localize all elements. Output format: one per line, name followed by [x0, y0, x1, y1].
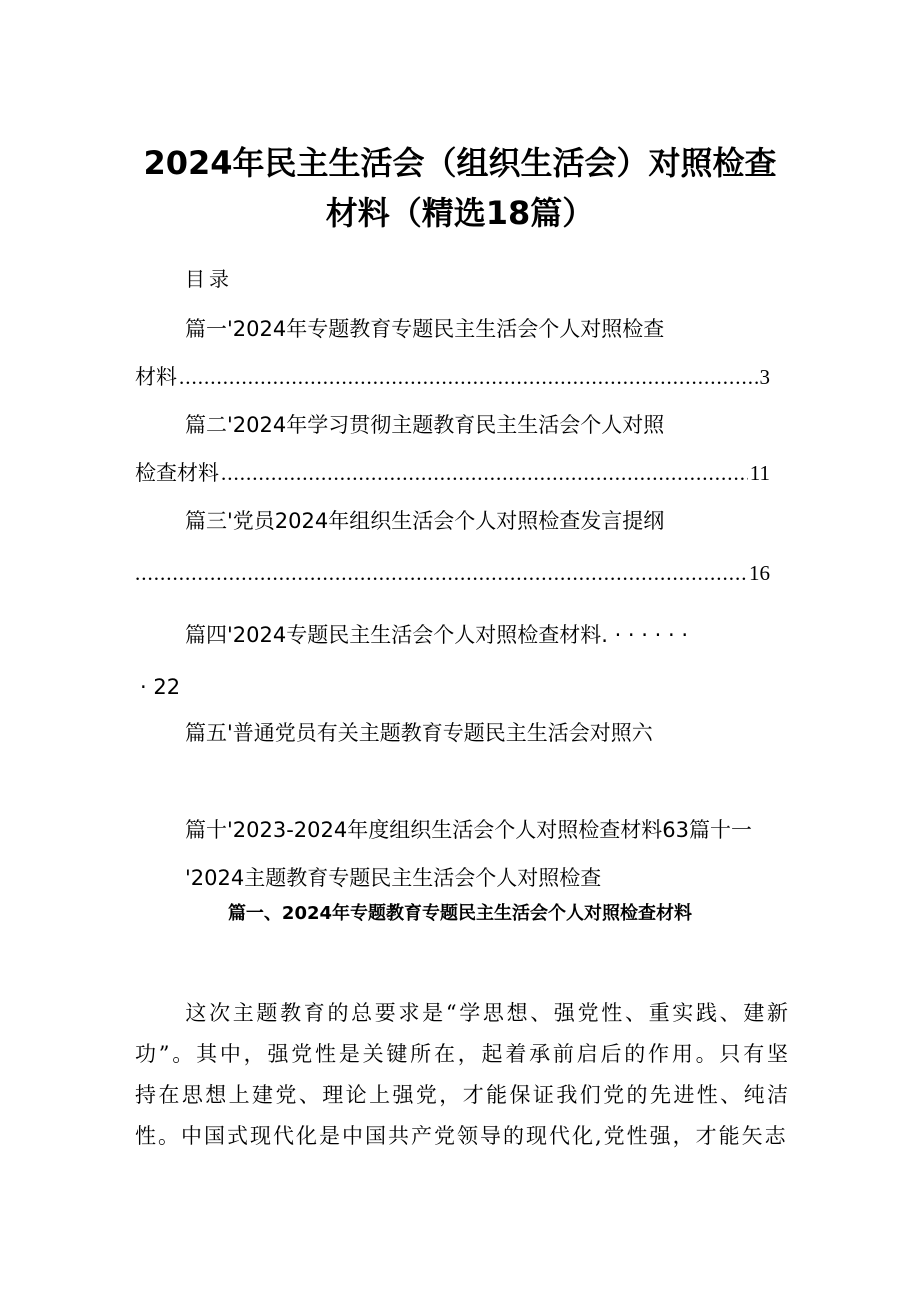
toc-item-5-line-1[interactable]: 篇五'普通党员有关主题教育专题民主生活会对照六 [185, 721, 653, 745]
toc-dot-leader [135, 558, 747, 588]
toc-item-4-page: · 22 [140, 675, 181, 699]
toc-item-4-line-1[interactable]: 篇四'2024专题民主生活会个人对照检查材料. · · · · · · [185, 623, 688, 647]
section-heading: 篇一、2024年专题教育专题民主生活会个人对照检查材料 [227, 903, 693, 924]
document-title-line-2: 材料（精选18篇） [325, 194, 595, 232]
toc-item-2-page: 11 [749, 461, 770, 485]
toc-item-2-line-2: 检查材料 [135, 461, 219, 485]
toc-item-3-line-1[interactable]: 篇三'党员2024年组织生活会个人对照检查发言提纲 [185, 509, 665, 533]
document-title-line-1: 2024年民主生活会（组织生活会）对照检查 [143, 144, 777, 182]
toc-item-1-line-1[interactable]: 篇一'2024年专题教育专题民主生活会个人对照检查 [185, 317, 665, 341]
body-paragraph: 这次主题教育的总要求是“学思想、强党性、重实践、建新功”。其中，强党性是关键所在，起着承前启后的作用。只有坚持在思想上建党、理论上强党，才能保证我们党的先进性、纯洁性。中国式现代化是中国共产党领导的现代化,党性强，才能矢志 [135, 1001, 790, 1148]
toc-item-1-line-2: 材料 [135, 365, 177, 389]
toc-item-3-page: 16 [749, 561, 770, 585]
toc-dot-leader [179, 362, 758, 392]
toc-item-2-row[interactable] [135, 458, 770, 488]
toc-heading: 目录 [185, 267, 233, 291]
toc-item-11-line-1[interactable]: '2024主题教育专题民主生活会个人对照检查 [185, 866, 602, 890]
toc-dot-leader [221, 458, 748, 488]
toc-item-10-line-1[interactable]: 篇十'2023-2024年度组织生活会个人对照检查材料63篇十一 [185, 818, 752, 842]
toc-item-1-row[interactable] [135, 362, 770, 392]
toc-item-1-page: 3 [759, 365, 770, 389]
toc-item-2-line-1[interactable]: 篇二'2024年学习贯彻主题教育民主生活会个人对照 [185, 413, 665, 437]
toc-item-3-row[interactable] [135, 558, 770, 588]
